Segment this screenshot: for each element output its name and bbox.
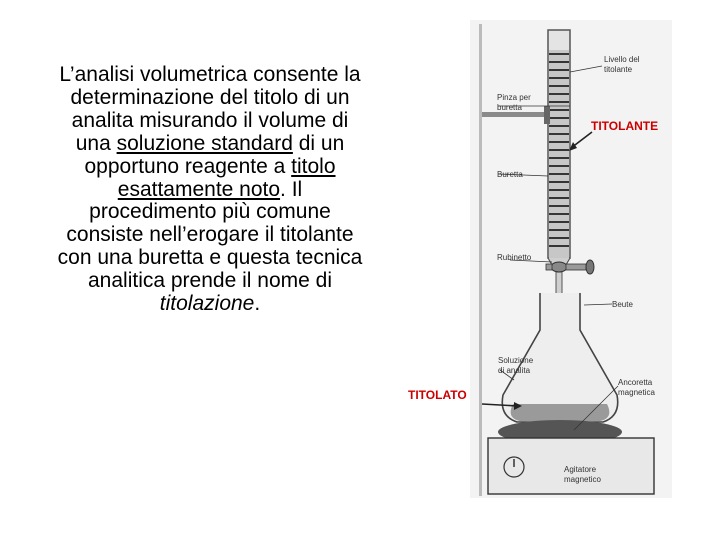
label-beute: Beute bbox=[612, 300, 633, 309]
para-text-4: . bbox=[254, 292, 261, 316]
term-standard-solution: soluzione standard bbox=[116, 131, 293, 155]
titration-apparatus-figure bbox=[470, 20, 672, 500]
para-text-2: di un opportuno reagente a bbox=[84, 131, 345, 178]
main-paragraph bbox=[55, 64, 365, 316]
para-text-1: L’analisi volumetrica consente la determinazione del titolo di un analita misurando il volume di una bbox=[59, 63, 361, 155]
callout-titolato: TITOLATO bbox=[408, 388, 467, 402]
callout-titolante: TITOLANTE bbox=[591, 119, 659, 133]
label-ancoretta: Ancoretta magnetica bbox=[618, 378, 655, 397]
stand-rod bbox=[479, 24, 482, 496]
term-titration: titolazione bbox=[159, 292, 255, 316]
label-pinza: Pinza per buretta bbox=[497, 93, 531, 112]
label-agitatore: Agitatore magnetico bbox=[564, 465, 601, 484]
label-buretta: Buretta bbox=[497, 170, 523, 179]
label-soluzione: Soluzione di analita bbox=[498, 356, 534, 375]
para-text-3: . Il procedimento più comune consiste nell’erogare il titolante con una buretta e questa tecnica analitica prende il nome di bbox=[57, 177, 363, 293]
label-livello: Livello del titolante bbox=[604, 55, 640, 74]
term-known-titre: titolo esattamente noto bbox=[117, 154, 336, 201]
label-rubinetto: Rubinetto bbox=[497, 253, 532, 262]
